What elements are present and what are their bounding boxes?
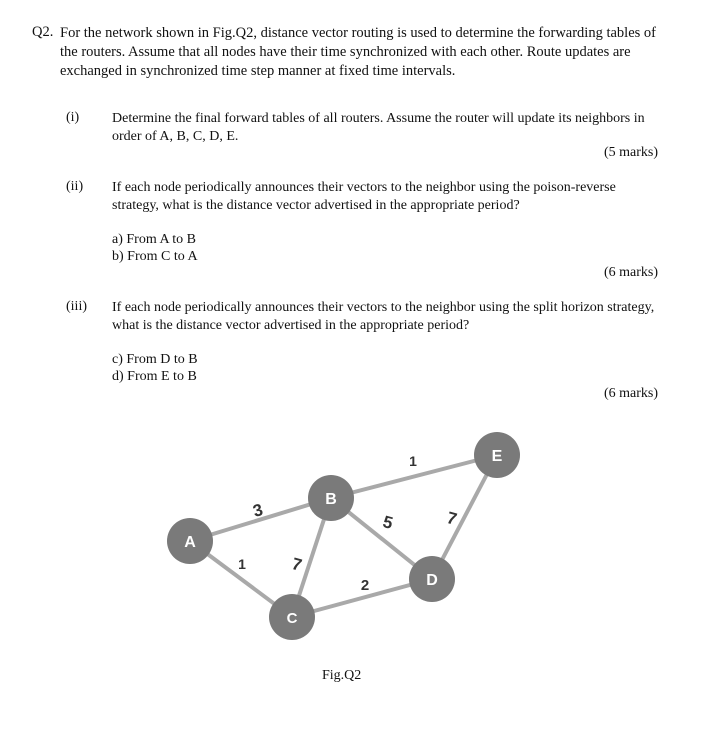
- node-a-label: A: [184, 534, 196, 551]
- part-1-text: Determine the final forward tables of all routers. Assume the router will update its neighbors in order of A, B, C, D, E.: [112, 111, 645, 144]
- part-3-sub-d: d) From E to B: [112, 369, 197, 384]
- part-3-number: (iii): [66, 299, 87, 314]
- part-2-sub-b: b) From C to A: [112, 249, 198, 264]
- part-2-number: (ii): [66, 179, 84, 194]
- weight-b-d: 5: [380, 512, 395, 533]
- part-2-marks: (6 marks): [603, 265, 658, 280]
- node-e-label: E: [491, 448, 503, 465]
- node-c-label: C: [286, 610, 298, 627]
- weight-b-c: 7: [289, 554, 304, 575]
- figure-caption: Fig.Q2: [322, 668, 362, 683]
- part-1-number: (i): [66, 110, 80, 125]
- question-text: For the network shown in Fig.Q2, distance vector routing is used to determine the forwarding tables of the routers. Assume that all nodes have their time synchronized with each other. Route updates are exchanged in synchronized time step manner at fixed time intervals.: [60, 25, 656, 79]
- question-number: Q2.: [32, 24, 54, 40]
- part-2-sub-a: a) From A to B: [112, 232, 197, 247]
- weight-b-e: 1: [409, 453, 417, 469]
- part-1-marks: (5 marks): [603, 145, 658, 160]
- weight-a-c: 1: [238, 556, 246, 572]
- weight-c-d: 2: [360, 577, 370, 594]
- node-b-label: B: [325, 491, 337, 508]
- node-d-label: D: [426, 572, 438, 589]
- part-3-marks: (6 marks): [603, 386, 658, 401]
- part-3-sub-c: c) From D to B: [112, 352, 198, 367]
- part-3-text: If each node periodically announces their vectors to the neighbor using the split horizon strategy, what is the distance vector advertised in the appropriate period?: [112, 300, 655, 333]
- weight-d-e: 7: [444, 508, 459, 529]
- part-2-text: If each node periodically announces their vectors to the neighbor using the poison-reverse strategy, what is the distance vector advertised in the appropriate period?: [112, 180, 616, 213]
- weight-a-b: 3: [250, 500, 265, 521]
